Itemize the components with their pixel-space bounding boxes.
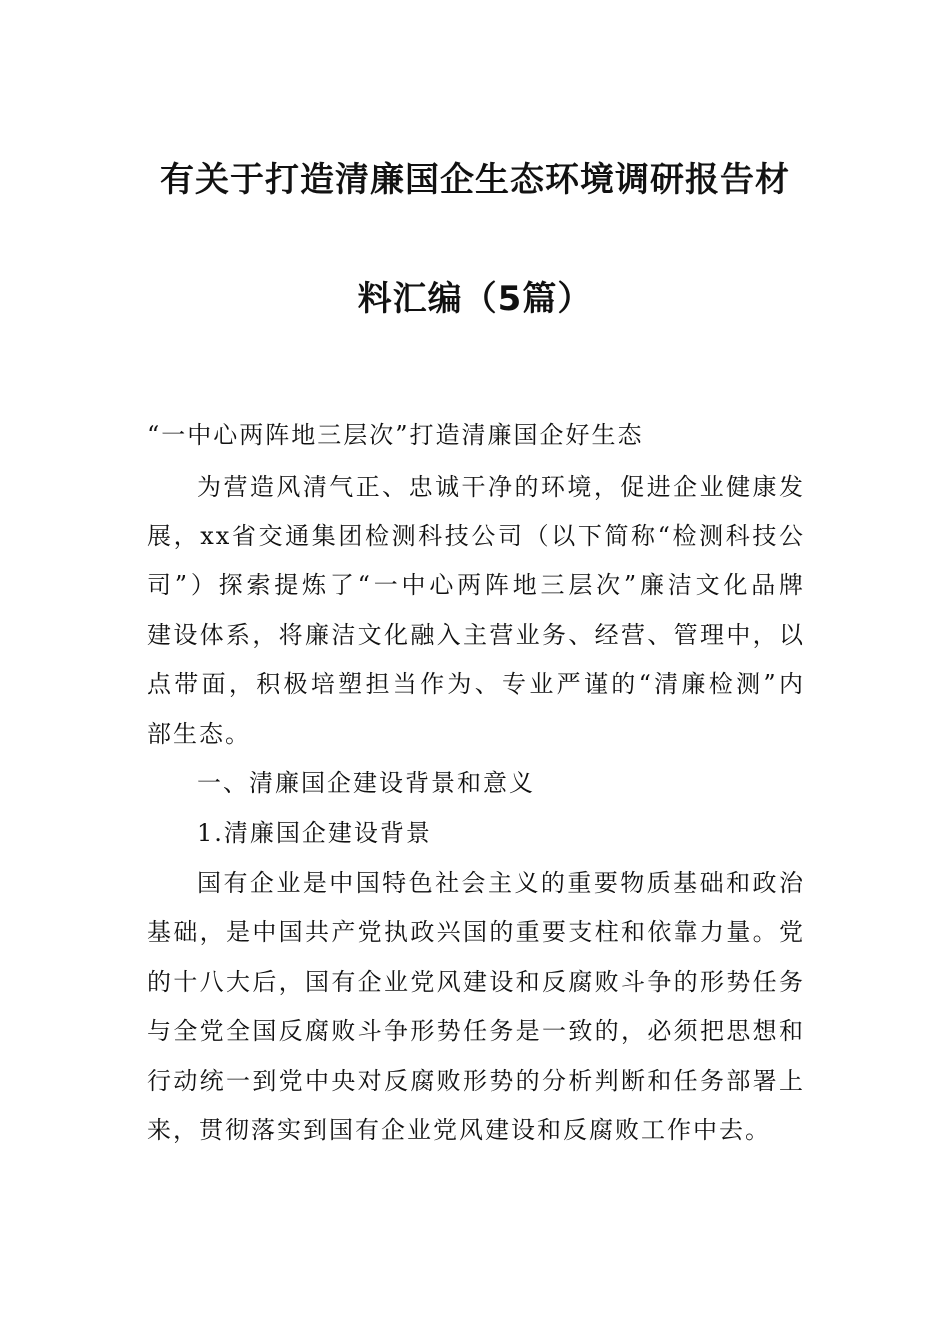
paragraph-1-line-5: 点带面，积极培塑担当作为、专业严谨的“清廉检测”内 <box>147 670 805 698</box>
paragraph-2-line-5: 行动统一到党中央对反腐败形势的分析判断和任务部署上 <box>147 1067 805 1095</box>
heading-section-1: 一、清廉国企建设背景和意义 <box>197 769 535 797</box>
document-title-line-1: 有关于打造清廉国企生态环境调研报告材 <box>160 160 790 200</box>
document-title-line-2: 料汇编（5篇） <box>357 279 593 319</box>
paragraph-1-line-1: 为营造风清气正、忠诚干净的环境，促进企业健康发 <box>197 473 805 501</box>
paragraph-2-line-6: 来，贯彻落实到国有企业党风建设和反腐败工作中去。 <box>147 1116 771 1144</box>
paragraph-2-line-3: 的十八大后，国有企业党风建设和反腐败斗争的形势任务 <box>147 968 805 996</box>
paragraph-2-line-2: 基础，是中国共产党执政兴国的重要支柱和依靠力量。党 <box>147 918 805 946</box>
paragraph-2-line-1: 国有企业是中国特色社会主义的重要物质基础和政治 <box>197 869 805 897</box>
section-subtitle: “一中心两阵地三层次”打造清廉国企好生态 <box>147 421 644 449</box>
paragraph-1-line-2: 展，xx省交通集团检测科技公司（以下简称“检测科技公 <box>147 522 805 550</box>
paragraph-1-line-6: 部生态。 <box>147 720 251 748</box>
heading-subsection-1: 1.清廉国企建设背景 <box>197 819 432 847</box>
paragraph-1-line-4: 建设体系，将廉洁文化融入主营业务、经营、管理中，以 <box>147 621 805 649</box>
paragraph-2-line-4: 与全党全国反腐败斗争形势任务是一致的，必须把思想和 <box>147 1017 805 1045</box>
paragraph-1-line-3: 司”）探索提炼了“一中心两阵地三层次”廉洁文化品牌 <box>147 571 805 599</box>
